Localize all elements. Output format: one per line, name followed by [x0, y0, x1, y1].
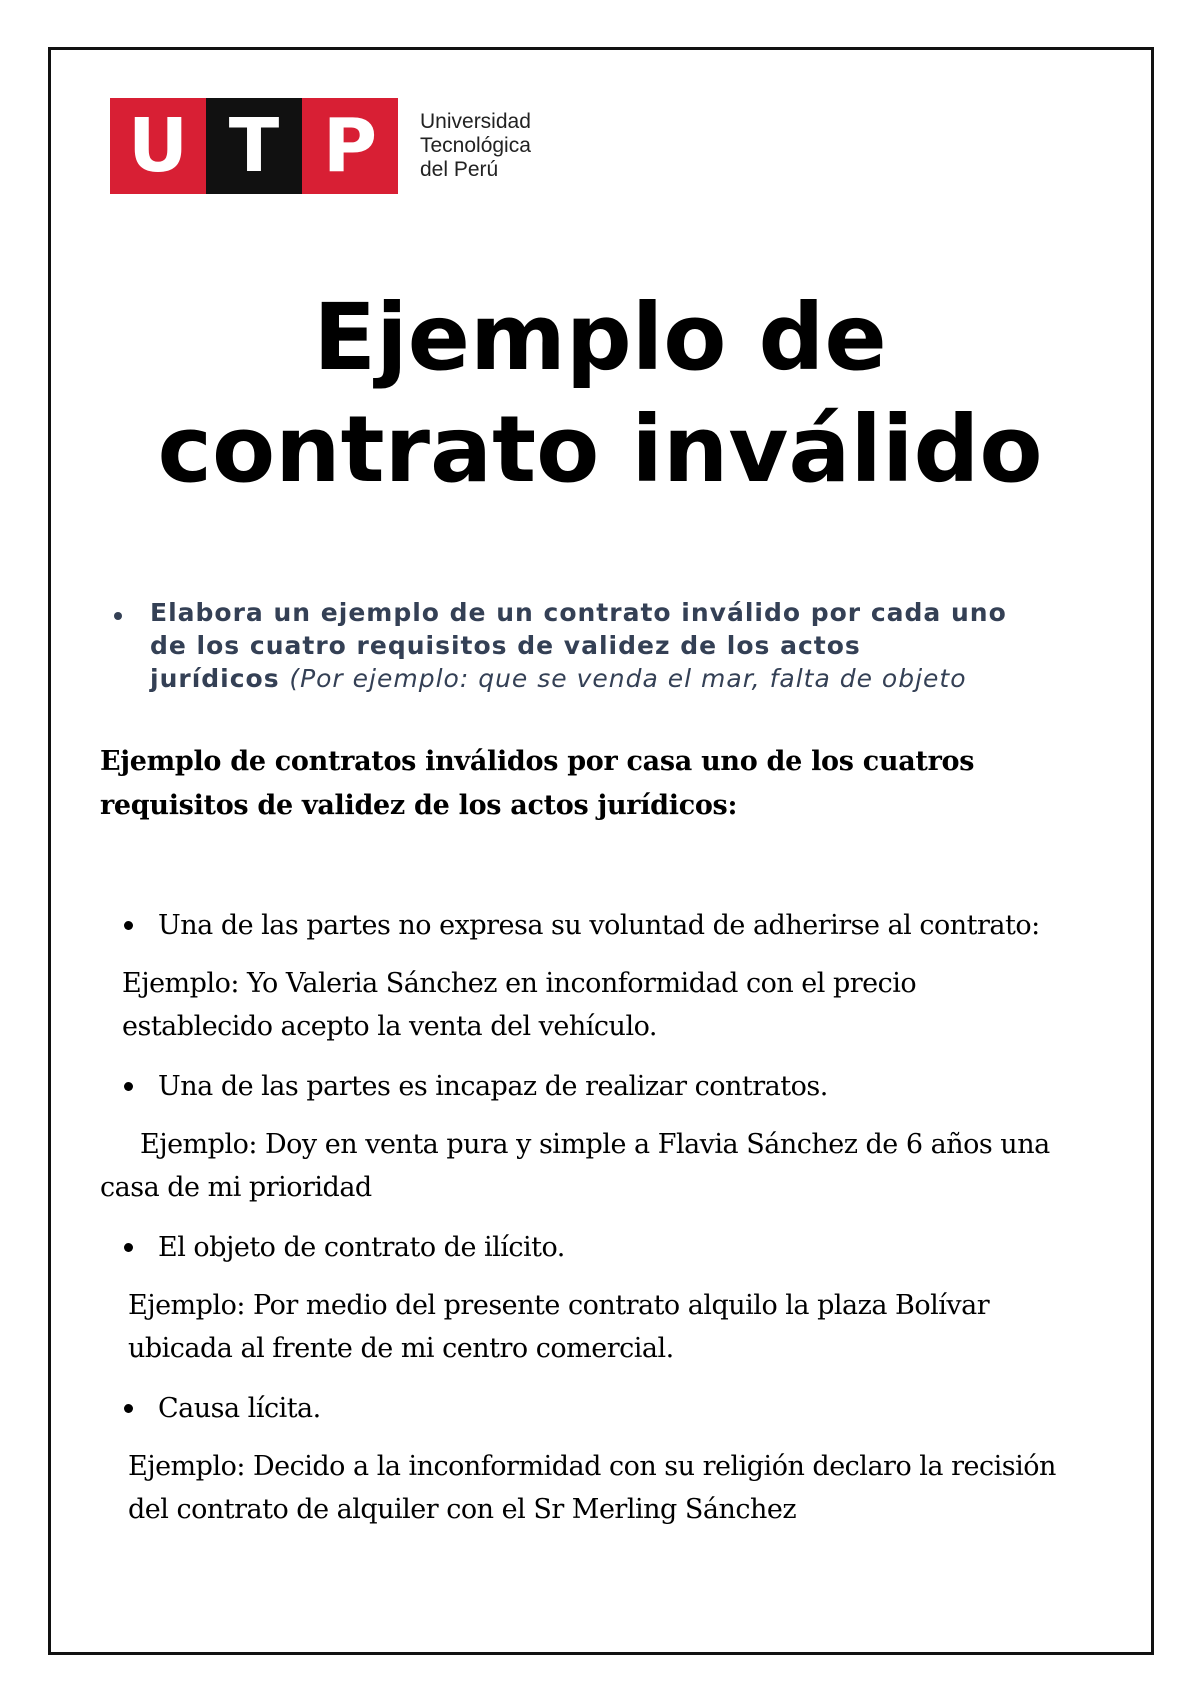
example-text: Ejemplo: Doy en venta pura y simple a Flavia Sánchez de 6 años una — [140, 1129, 1050, 1160]
example-text: Ejemplo: Decido a la inconformidad con su religión declaro la recisión — [128, 1451, 1056, 1482]
instruction-line — [150, 662, 1090, 695]
instruction-line: Elabora un ejemplo de un contrato inválido por cada uno — [150, 598, 1007, 627]
section-heading — [100, 740, 1100, 828]
logo-text-line: Universidad — [420, 110, 531, 133]
instruction-bullet — [114, 612, 122, 620]
example-text: establecido acepto la venta del vehículo. — [122, 1011, 657, 1042]
example-text: ubicada al frente de mi centro comercial. — [128, 1333, 674, 1364]
page-title — [0, 282, 1200, 506]
instruction-italic-part: (Por ejemplo: que se venda el mar, falta de objeto — [289, 664, 967, 693]
logo-letter-t: T — [206, 98, 302, 194]
requirement-item: Una de las partes no expresa su voluntad de adherirse al contrato: — [158, 910, 1040, 941]
instruction-text — [150, 596, 1090, 695]
utp-logo — [110, 98, 531, 194]
logo-letter-u: U — [110, 98, 206, 194]
bullet-dot — [124, 921, 133, 930]
requirement-item: Una de las partes es incapaz de realizar contratos. — [158, 1071, 828, 1102]
bullet-dot — [124, 1082, 133, 1091]
logo-text-line: del Perú — [420, 158, 499, 181]
heading-line: requisitos de validez de los actos jurídicos: — [100, 790, 738, 821]
example-text: Ejemplo: Yo Valeria Sánchez en inconformidad con el precio — [122, 968, 917, 999]
example-text: del contrato de alquiler con el Sr Merling Sánchez — [128, 1494, 797, 1525]
logo-mark — [110, 98, 398, 194]
instruction-bold-part: jurídicos — [150, 664, 290, 693]
example-text: Ejemplo: Por medio del presente contrato alquilo la plaza Bolívar — [128, 1290, 990, 1321]
logo-letter-p: P — [302, 98, 398, 194]
heading-line: Ejemplo de contratos inválidos por casa uno de los cuatros — [100, 746, 975, 777]
logo-text-line: Tecnológica — [420, 134, 531, 157]
bullet-dot — [124, 1243, 133, 1252]
logo-wordmark — [420, 110, 531, 182]
title-line: contrato inválido — [157, 396, 1043, 503]
requirement-item: Causa lícita. — [158, 1393, 321, 1424]
instruction-line: de los cuatro requisitos de validez de los actos — [150, 631, 861, 660]
requirement-item: El objeto de contrato de ilícito. — [158, 1232, 565, 1263]
bullet-dot — [124, 1404, 133, 1413]
title-line: Ejemplo de — [313, 284, 887, 391]
example-text: casa de mi prioridad — [100, 1172, 372, 1203]
